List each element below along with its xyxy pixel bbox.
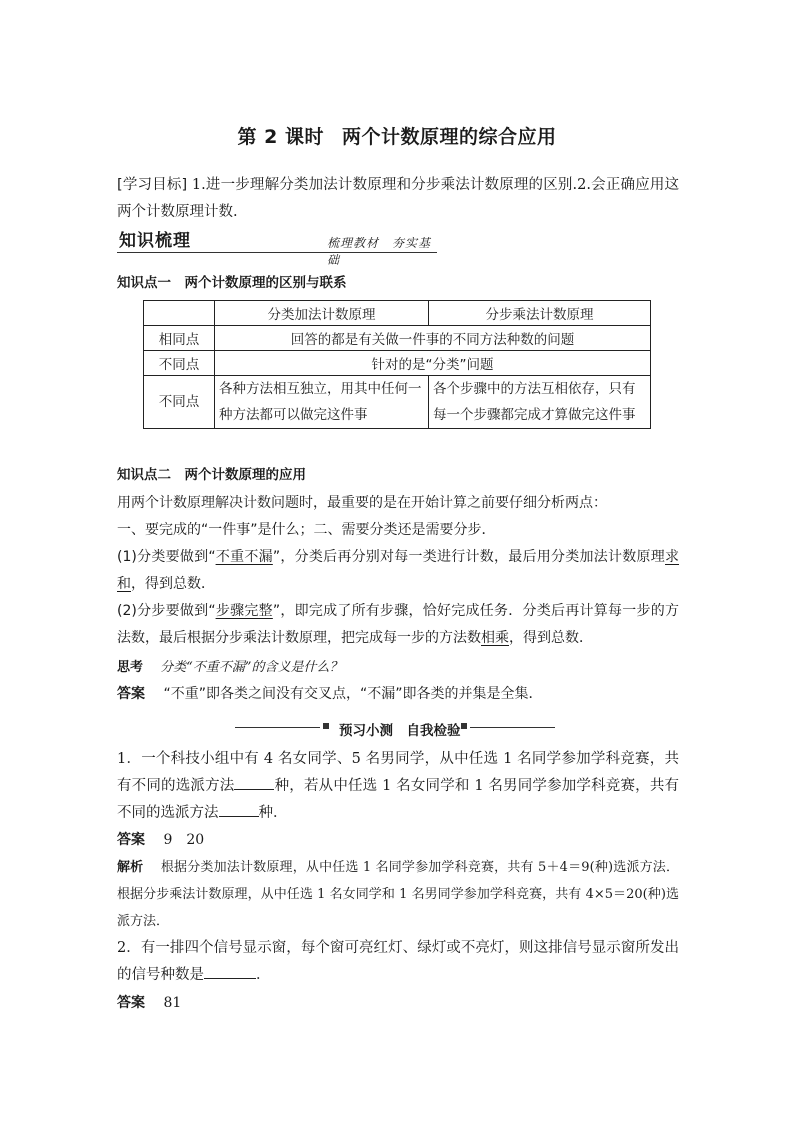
text-run: (2)分步要做到“ (117, 603, 216, 619)
table-col-header: 分步乘法计数原理 (429, 301, 651, 326)
lesson-number: 第 2 课时 (237, 126, 324, 148)
section-name: 知识梳理 (119, 231, 191, 251)
knowledge-point-2-heading: 知识点二 两个计数原理的应用 (117, 467, 306, 483)
table-row-header: 不同点 (144, 376, 215, 429)
text-run: 种． (258, 805, 288, 821)
analysis-label: 解析 (117, 860, 144, 875)
answer-text: 81 (163, 995, 182, 1011)
kp2-item-2 (117, 598, 679, 652)
table-cell: 各个步骤中的方法互相依存，只有每一个步骤都完成才算做完这件事 (429, 376, 651, 429)
table-row (144, 351, 651, 376)
table-cell: 针对的是“分类”问题 (215, 351, 651, 376)
knowledge-point-1-heading: 知识点一 两个计数原理的区别与联系 (117, 275, 347, 291)
analysis-text: 根据分类加法计数原理，从中任选 1 名同学参加学科竞赛，共有 5＋4＝9(种)选派方法．根据分步乘法计数原理，从中任选 1 名女同学和 1 名男同学参加学科竞赛，共有 4×5＝20(种)选派方法． (117, 860, 679, 929)
learning-goal (117, 172, 679, 226)
table-header-row (144, 301, 651, 326)
answer-blank (219, 802, 259, 817)
divider-dot (323, 723, 329, 729)
text-run: 种，若从中任选 1 名女同学和 1 名男同学参加学科竞赛，共有不同的选派方法 (117, 778, 680, 821)
text-run: ，得到总数． (509, 630, 593, 646)
text-run: 2．有一排四个信号显示窗，每个窗可亮红灯、绿灯或不亮灯，则这排信号显示窗所发出的信号种数是 (117, 940, 679, 983)
learning-goal-label: [学习目标] (117, 177, 188, 193)
question-1 (117, 746, 679, 827)
comparison-table (143, 300, 651, 429)
text-run: ”，分类后再分别对每一类进行计数，最后用分类加法计数原理 (272, 549, 666, 565)
text-run: (1)分类要做到“ (117, 549, 216, 565)
think-answer (117, 681, 679, 708)
section-subtitle: 梳理教材 夯实基础 (327, 236, 432, 267)
text-run: ． (256, 967, 271, 983)
key-term: 步骤完整 (215, 603, 273, 619)
divider-line (470, 727, 555, 728)
page-title (0, 122, 794, 149)
answer-label: 答案 (117, 995, 145, 1011)
key-term: 不重不漏 (215, 549, 273, 565)
think-label: 思考 (117, 660, 144, 675)
table-row-header: 不同点 (144, 351, 215, 376)
answer-text: 9 20 (163, 832, 205, 848)
table-row-header: 相同点 (144, 326, 215, 351)
section-header (117, 226, 437, 267)
answer-blank (234, 775, 274, 790)
question-2-answer (117, 990, 679, 1017)
kp2-points: 一、要完成的“一件事”是什么；二、需要分类还是需要分步． (117, 522, 496, 538)
kp2-item-1 (117, 544, 679, 598)
divider-dot (461, 723, 467, 729)
text-run: ”，即完成了所有步骤，恰好完成任务．分类后再计算每一步的方法数，最后根据分步乘法计数原理，把完成每一步的方法数 (117, 603, 680, 646)
section-rule (117, 252, 437, 253)
answer-blank (204, 964, 256, 979)
lesson-name: 两个计数原理的综合应用 (341, 126, 557, 148)
kp2-intro: 用两个计数原理解决计数问题时，最重要的是在开始计算之前要仔细分析两点： (117, 495, 607, 511)
key-term: 求和 (117, 549, 680, 592)
text-run: 1．一个科技小组中有 4 名女同学、5 名男同学，从中任选 1 名同学参加学科竞赛，共有不同的选派方法 (117, 751, 679, 794)
answer-label: 答案 (117, 686, 145, 702)
divider-line (235, 727, 320, 728)
table-row (144, 376, 651, 429)
question-1-answer (117, 827, 679, 854)
table-cell: 各种方法相互独立，用其中任何一种方法都可以做完这件事 (215, 376, 429, 429)
divider-title: 预习小测 自我检验 (339, 723, 461, 739)
question-1-analysis (117, 854, 679, 935)
learning-goal-text: 1.进一步理解分类加法计数原理和分步乘法计数原理的区别.2.会正确应用这两个计数原理计数. (117, 177, 679, 220)
section-divider (235, 719, 555, 737)
table-cell: 回答的都是有关做一件事的不同方法种数的问题 (215, 326, 651, 351)
table-row (144, 326, 651, 351)
think-question (117, 654, 679, 681)
answer-text: “不重”即各类之间没有交叉点，“不漏”即各类的并集是全集． (163, 686, 543, 702)
question-2 (117, 935, 679, 989)
text-run: ，得到总数． (131, 576, 215, 592)
key-term: 相乘 (481, 630, 509, 646)
table-col-header: 分类加法计数原理 (215, 301, 429, 326)
think-text: 分类“不重不漏”的含义是什么？ (160, 660, 343, 675)
answer-label: 答案 (117, 832, 145, 848)
table-corner (144, 301, 215, 326)
